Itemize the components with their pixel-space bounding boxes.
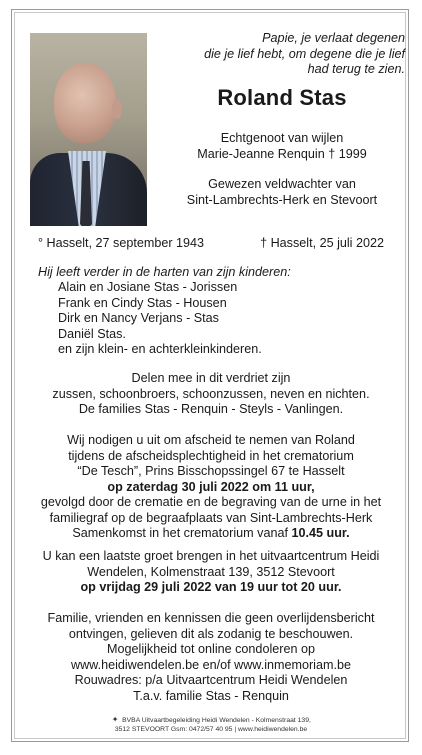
family-line: Delen mee in dit verdriet zijn	[131, 371, 291, 385]
family-line: De families Stas - Renquin - Steyls - Vanlingen.	[78, 402, 344, 416]
ceremony-line: “De Tesch”, Prins Bisschopssingel 67 te Hasselt	[77, 464, 345, 478]
closing-line: Familie, vrienden en kennissen die geen overlijdensbericht	[47, 611, 375, 625]
occupation-line: Sint-Lambrechts-Herk en Stevoort	[186, 192, 378, 207]
funeral-home-footer	[20, 716, 402, 734]
ceremony-line: familiegraf op de begraafplaats van Sint-Lambrechts-Herk	[49, 510, 373, 525]
closing-line: Rouwadres: p/a Uitvaartcentrum Heidi Wendelen	[74, 673, 348, 687]
closing-line: Mogelijkheid tot online condoleren op	[107, 642, 315, 656]
quote-line: Papie, je verlaat degenen	[262, 31, 405, 45]
children-list	[58, 280, 262, 358]
death-date: † Hasselt, 25 juli 2022	[260, 236, 384, 250]
list-item: Alain en Josiane Stas - Jorissen	[58, 280, 238, 294]
head	[54, 63, 116, 143]
visit-line: Wendelen, Kolmenstraat 139, 3512 Stevoort	[87, 564, 335, 579]
funeral-home-logo-icon: ✦	[111, 715, 119, 725]
closing-line: www.heidiwendelen.be en/of www.inmemoriam.be	[70, 657, 351, 672]
ceremony-line: Wij nodigen u uit om afscheid te nemen van Roland	[67, 433, 355, 447]
memorial-quote	[160, 31, 405, 78]
spouse-line: Echtgenoot van wijlen	[220, 131, 344, 145]
gathering-time: 10.45 uur.	[291, 526, 350, 540]
family-mourners	[30, 371, 392, 418]
ceremony-line: tijdens de afscheidsplechtigheid in het crematorium	[68, 448, 354, 463]
occupation-line: Gewezen veldwachter van	[208, 177, 356, 191]
footer-line: 3512 STEVOORT Gsm: 0472/57 40 95 | www.heidiwendelen.be	[114, 726, 308, 733]
spouse-info	[152, 131, 412, 162]
list-item: Dirk en Nancy Verjans - Stas	[58, 311, 219, 325]
visitation-info	[30, 549, 392, 596]
footer-line	[20, 716, 402, 725]
birth-date: ° Hasselt, 27 september 1943	[38, 236, 205, 250]
closing-info	[30, 611, 392, 704]
list-item: Daniël Stas.	[58, 326, 126, 341]
list-item: en zijn klein- en achterkleinkinderen.	[58, 342, 262, 356]
occupation-info	[152, 177, 412, 208]
visit-date: op vrijdag 29 juli 2022 van 19 uur tot 20 uur.	[80, 580, 342, 594]
ceremony-date: op zaterdag 30 juli 2022 om 11 uur,	[107, 479, 315, 494]
spouse-line: Marie-Jeanne Renquin † 1999	[197, 146, 367, 161]
gathering-line	[30, 526, 392, 542]
family-line: zussen, schoonbroers, schoonzussen, neven en nichten.	[52, 386, 370, 401]
quote-line: die je lief hebt, om degene die je lief	[204, 46, 405, 61]
quote-line: had terug te zien.	[307, 62, 405, 76]
portrait-photo	[30, 33, 147, 226]
ceremony-info	[30, 433, 392, 542]
ear	[112, 99, 122, 119]
deceased-name: Roland Stas	[217, 85, 347, 110]
children-intro: Hij leeft verder in de harten van zijn kinderen:	[38, 265, 291, 279]
list-item: Frank en Cindy Stas - Housen	[58, 295, 227, 310]
gathering-text: Samenkomst in het crematorium vanaf	[72, 526, 292, 540]
visit-line: U kan een laatste groet brengen in het uitvaartcentrum Heidi	[42, 549, 380, 563]
closing-line: T.a.v. familie Stas - Renquin	[133, 688, 289, 703]
footer-text: BVBA Uitvaartbegeleiding Heidi Wendelen - Kolmenstraat 139,	[122, 717, 311, 724]
closing-line: ontvingen, gelieven dit als zodanig te beschouwen.	[68, 626, 354, 641]
ceremony-line: gevolgd door de crematie en de begraving van de urne in het	[40, 495, 382, 509]
